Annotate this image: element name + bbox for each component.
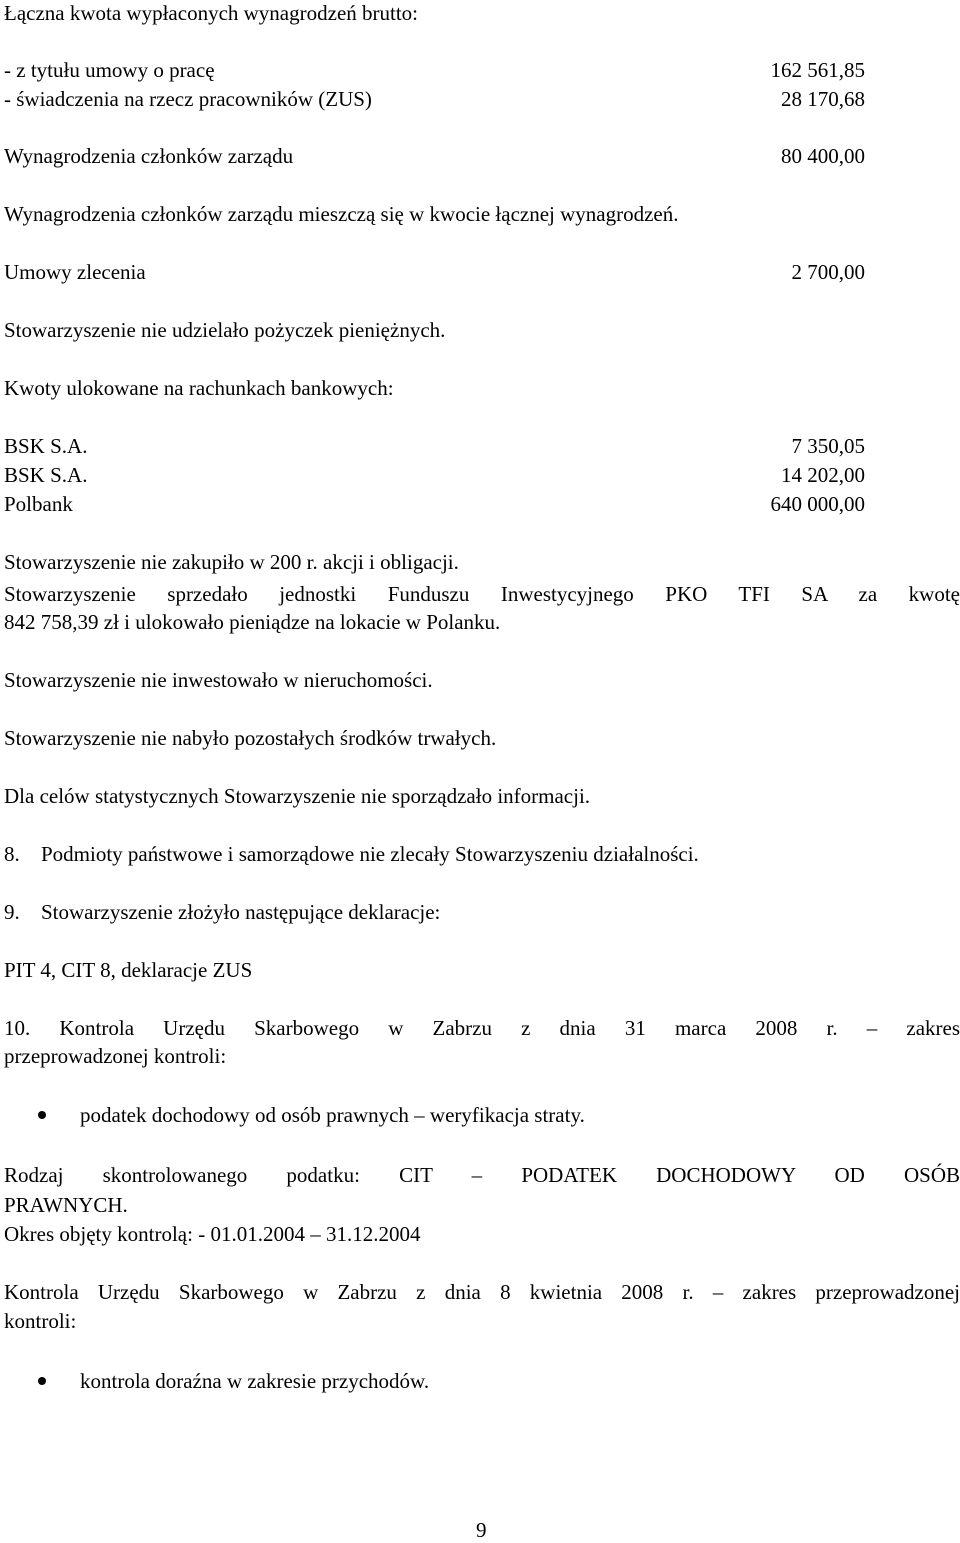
row-value: 162 561,85 [770,58,865,82]
row-label: Wynagrodzenia członków zarządu [4,144,294,168]
item-text: Stowarzyszenie złożyło następujące deklaracje: [41,900,441,924]
bank-row [4,462,865,488]
contracts-row [4,259,865,285]
item-text: Kontrola Urzędu Skarbowego w Zabrzu z dnia 31 marca 2008 r. – zakres [59,1016,960,1040]
row-value: 80 400,00 [781,144,865,168]
bullet-icon [38,1377,46,1385]
row-label: - z tytułu umowy o pracę [4,58,215,82]
row-value: 640 000,00 [770,492,865,516]
property-note: Stowarzyszenie nie inwestowało w nieruchomości. [4,668,433,692]
shares-note: Stowarzyszenie nie zakupiło w 200 r. akcji i obligacji. [4,550,459,574]
fixed-assets-note: Stowarzyszenie nie nabyło pozostałych środków trwałych. [4,726,497,750]
row-label: BSK S.A. [4,434,88,458]
salary-row-zus [4,86,865,112]
control-period: Okres objęty kontrolą: - 01.01.2004 – 31.12.2004 [4,1222,421,1246]
salaries-heading: Łączna kwota wypłaconych wynagrodzeń brutto: [4,1,419,25]
item-10-line1 [4,1015,960,1041]
row-value: 2 700,00 [791,260,865,284]
statistics-note: Dla celów statystycznych Stowarzyszenie nie sporządzało informacji. [4,784,591,808]
bullet-icon [38,1111,46,1119]
row-label: - świadczenia na rzecz pracowników (ZUS) [4,87,372,111]
bank-row [4,433,865,459]
item-8 [4,841,699,867]
board-salaries-note: Wynagrodzenia członków zarządu mieszczą się w kwocie łącznej wynagrodzeń. [4,202,679,226]
fund-note-line2: 842 758,39 zł i ulokowało pieniądze na lokacie w Polanku. [4,610,501,634]
salary-row-employment [4,57,865,83]
item-number: 9. [4,900,20,924]
board-salaries-row [4,143,865,169]
bullet-text: podatek dochodowy od osób prawnych – weryfikacja straty. [80,1103,585,1127]
item-number: 8. [4,842,20,866]
tax-type-line1: Rodzaj skontrolowanego podatku: CIT – PODATEK DOCHODOWY OD OSÓB [4,1163,960,1187]
row-label: BSK S.A. [4,463,88,487]
item-10-line2: przeprowadzonej kontroli: [4,1044,227,1068]
control2-line1: Kontrola Urzędu Skarbowego w Zabrzu z dnia 8 kwietnia 2008 r. – zakres przeprowadzonej [4,1280,960,1304]
bullet-text: kontrola doraźna w zakresie przychodów. [80,1369,430,1393]
fund-note-line1: Stowarzyszenie sprzedało jednostki Funduszu Inwestycyjnego PKO TFI SA za kwotę [4,582,960,606]
control2-line2: kontroli: [4,1309,77,1333]
row-value: 7 350,05 [791,434,865,458]
row-value: 14 202,00 [781,463,865,487]
row-value: 28 170,68 [781,87,865,111]
item-number: 10. [4,1016,31,1040]
page-number: 9 [476,1518,487,1542]
item-9 [4,899,440,925]
declarations-list: PIT 4, CIT 8, deklaracje ZUS [4,958,253,982]
tax-type-line2: PRAWNYCH. [4,1193,128,1217]
bank-heading: Kwoty ulokowane na rachunkach bankowych: [4,376,394,400]
row-label: Umowy zlecenia [4,260,146,284]
item-text: Podmioty państwowe i samorządowe nie zlecały Stowarzyszeniu działalności. [41,842,699,866]
loans-note: Stowarzyszenie nie udzielało pożyczek pieniężnych. [4,318,446,342]
row-label: Polbank [4,492,73,516]
bank-row [4,491,865,517]
